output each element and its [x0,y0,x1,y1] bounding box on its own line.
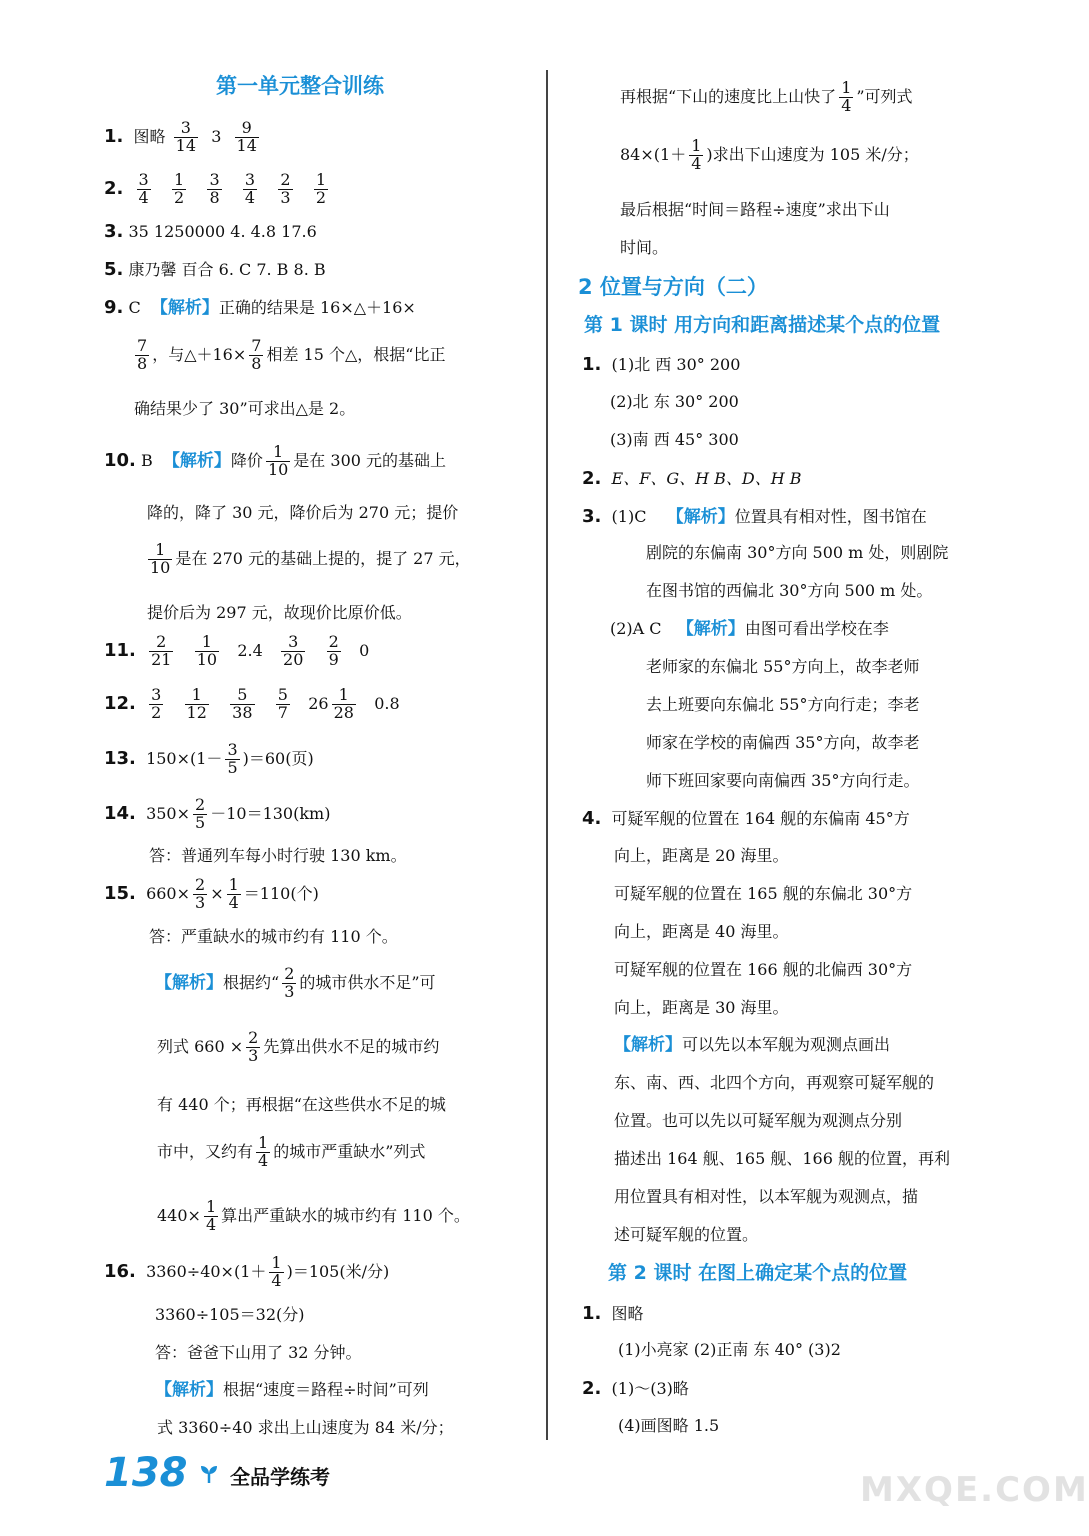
q3-m3: 去上班要向东偏北 55°方向行走；李老 [646,695,920,714]
section-title: 2 位置与方向（二） [578,275,768,299]
unit-title: 第一单元整合训练 [216,74,384,98]
item-12: 12. $\frac{3}{2}$ $\frac{1}{12}$ $\frac{5}{38}$ $\frac{5}{7}$ 26 $\frac{1}{28}$ 0.8 [104,685,400,722]
q4-j4: 描述出 164 舰、165 舰、166 舰的位置，再利 [614,1149,950,1168]
q4-l2: 向上，距离是 20 海里。 [614,846,789,865]
item-15-answer: 答：严重缺水的城市约有 110 个。 [149,927,398,946]
r-line1: 再根据“下山的速度比上山快了 $\frac{1}{4}$ ”可列式 [620,78,913,115]
item-15-line5: 440× $\frac{1}{4}$ 算出严重缺水的城市约有 110 个。 [157,1197,470,1234]
q1: 1. (1)北 西 30° 200 [582,354,741,375]
item-10-line2: 降的，降了 30 元，降价后为 270 元；提价 [147,503,459,522]
lesson-2-title: 第 2 课时 在图上确定某个点的位置 [608,1262,908,1284]
p2-b: (4)画图略 1.5 [618,1416,720,1435]
q3-l2: 剧院的东偏南 30°方向 500 m 处，则剧院 [646,543,949,562]
q3-m2: 老师家的东偏北 55°方向上，故李老师 [646,657,920,676]
q3-l3: 在图书馆的西偏北 30°方向 500 m 处。 [646,581,933,600]
item-2: 2. $\frac{3}{4}$ $\frac{1}{2}$ $\frac{3}{8}$ $\frac{3}{4}$ $\frac{2}{3}$ $\frac{1}{2}$ [104,170,326,207]
q4-analysis: 【解析】可以先以本军舰为观测点画出 [614,1035,891,1055]
column-divider [546,70,548,1440]
q4-j2: 东、南、西、北四个方向，再观察可疑军舰的 [614,1073,935,1092]
q4-l6: 向上，距离是 30 海里。 [614,998,789,1017]
q4-l4: 向上，距离是 40 海里。 [614,922,789,941]
r-line4: 时间。 [620,238,669,257]
q4-j5: 用位置具有相对性，以本军舰为观测点，描 [614,1187,919,1206]
p2: 2. (1)～(3)略 [582,1378,689,1399]
item-13: 13. 150×(1－ $\frac{3}{5}$ )＝60(页) [104,740,314,777]
item-15-line4: 市中，又约有 $\frac{1}{4}$ 的城市严重缺水”列式 [157,1133,426,1170]
item-15-analysis: 【解析】根据约“ $\frac{2}{3}$ 的城市供水不足”可 [155,964,436,1001]
q4-j3: 位置。也可以先以可疑军舰为观测点分别 [614,1111,903,1130]
item-14-answer: 答：普通列车每小时行驶 130 km。 [149,846,407,865]
item-16-line5: 式 3360÷40 求出上山速度为 84 米/分； [157,1418,454,1437]
item-1: 1. 图略 $\frac{3}{14}$ 3 $\frac{9}{14}$ [104,118,257,155]
q4-l5: 可疑军舰的位置在 166 舰的北偏西 30°方 [614,960,913,979]
r-line2: 84×(1＋ $\frac{1}{4}$ )求出下山速度为 105 米/分； [620,136,919,173]
page-number: 138 [104,1450,188,1496]
item-15-line2: 列式 660 × $\frac{2}{3}$ 先算出供水不足的城市约 [157,1028,440,1065]
item-10: 10. B 【解析】降价 $\frac{1}{10}$ 是在 300 元的基础上 [104,442,447,479]
brand-name: 全品学练考 [230,1465,330,1489]
lesson-1-title: 第 1 课时 用方向和距离描述某个点的位置 [584,314,941,336]
item-5: 5. 康乃馨 百合 6. C 7. B 8. B [104,259,326,280]
item-10-line4: 提价后为 297 元，故现价比原价低。 [147,603,412,622]
item-10-line3: $\frac{1}{10}$ 是在 270 元的基础上提的，提了 27 元， [150,540,471,577]
q2: 2. E、F、G、H B、D、H B [582,468,802,489]
p1-b: (1)小亮家 (2)正南 东 40° (3)2 [618,1340,841,1359]
p1: 1. 图略 [582,1303,644,1324]
item-9: 9. C 【解析】正确的结果是 16×△＋16× [104,297,416,318]
q4-l3: 可疑军舰的位置在 165 舰的东偏北 30°方 [614,884,913,903]
item-16: 16. 3360÷40×(1＋ $\frac{1}{4}$ )＝105(米/分) [104,1253,390,1290]
q3-b: (2)A C 【解析】由图可看出学校在李 [610,619,889,639]
leaf-icon [198,1463,220,1485]
q1-c: (3)南 西 45° 300 [610,430,739,449]
item-16-line2: 3360÷105＝32(分) [155,1305,305,1324]
item-3: 3. 35 1250000 4. 4.8 17.6 [104,221,317,242]
item-16-analysis: 【解析】根据“速度＝路程÷时间”可列 [155,1380,429,1400]
q4-j6: 述可疑军舰的位置。 [614,1225,759,1244]
item-14: 14. 350× $\frac{2}{5}$ －10＝130(km) [104,795,331,832]
r-line3: 最后根据“时间＝路程÷速度”求出下山 [620,200,890,219]
item-15: 15. 660× $\frac{2}{3}$ × $\frac{1}{4}$ ＝110(个) [104,875,319,912]
item-15-line3: 有 440 个；再根据“在这些供水不足的城 [157,1095,446,1114]
q3-m4: 师家在学校的南偏西 35°方向，故李老 [646,733,920,752]
item-9-line3: 确结果少了 30”可求出△是 2。 [134,399,356,418]
q3-m5: 师下班回家要向南偏西 35°方向行走。 [646,771,920,790]
watermark: MXQE.COM [860,1470,1089,1510]
item-16-answer: 答：爸爸下山用了 32 分钟。 [155,1343,362,1362]
q3: 3. (1)C 【解析】位置具有相对性，图书馆在 [582,506,927,527]
item-9-line2: $\frac{7}{8}$ ，与△＋16× $\frac{7}{8}$ 相差 15 个△，根据“比正 [137,336,446,373]
item-11: 11. $\frac{2}{21}$ $\frac{1}{10}$ 2.4 $\frac{3}{20}$ $\frac{2}{9}$ 0 [104,632,370,669]
q4: 4. 可疑军舰的位置在 164 舰的东偏南 45°方 [582,808,910,829]
q1-b: (2)北 东 30° 200 [610,392,739,411]
